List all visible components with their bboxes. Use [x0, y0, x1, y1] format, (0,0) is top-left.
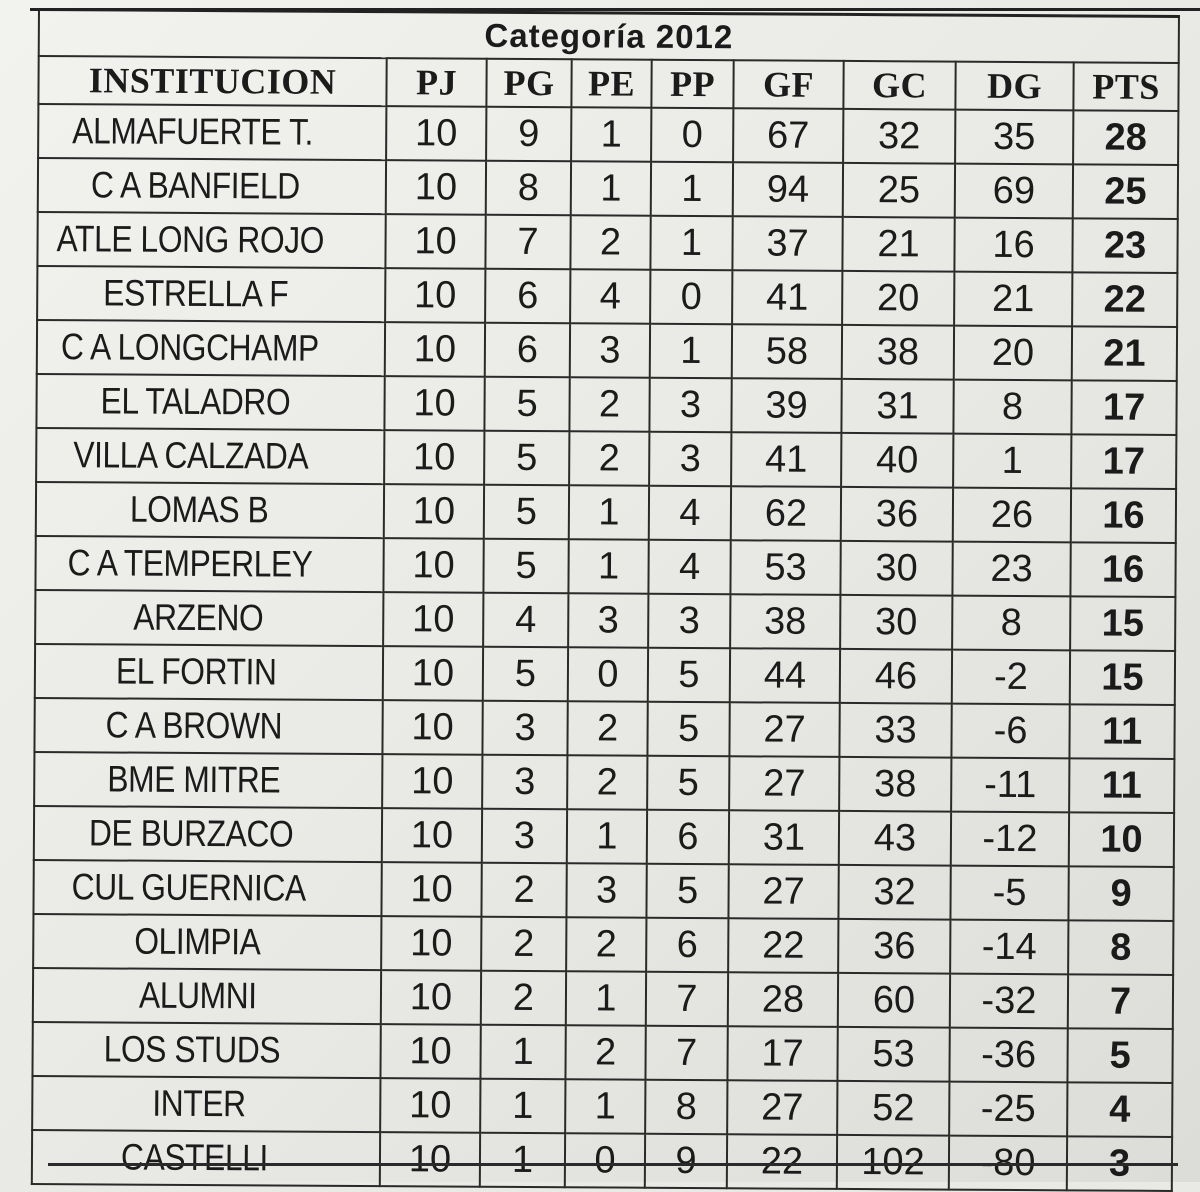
cell-gc: 40 [841, 433, 953, 488]
header-pts: PTS [1073, 62, 1178, 111]
cell-pj: 10 [380, 1078, 480, 1133]
bottom-rule [48, 1163, 1178, 1166]
cell-pts: 21 [1072, 326, 1177, 381]
cell-institucion [32, 1022, 380, 1078]
cell-dg: -11 [951, 758, 1069, 813]
cell-pp: 5 [647, 702, 729, 756]
cell-pj: 10 [385, 214, 485, 269]
cell-gf: 67 [733, 108, 843, 163]
cell-pj: 10 [384, 376, 484, 431]
cell-gc: 36 [838, 919, 950, 974]
team-name: C A BROWN [105, 704, 283, 747]
cell-pp: 5 [648, 648, 730, 702]
cell-pts: 10 [1069, 812, 1174, 867]
cell-pj: 10 [384, 430, 484, 485]
cell-gf: 27 [729, 756, 839, 811]
cell-pts: 7 [1068, 974, 1173, 1029]
cell-institucion [37, 266, 385, 322]
cell-gf: 28 [728, 972, 838, 1027]
cell-pg: 1 [480, 1133, 565, 1188]
cell-pe: 1 [571, 161, 651, 215]
table-title: Categoría 2012 [39, 10, 1179, 63]
table-row [36, 374, 1176, 435]
cell-pg: 5 [483, 647, 568, 702]
cell-pg: 2 [481, 863, 566, 918]
team-name: LOMAS B [129, 488, 269, 531]
cell-gf: 22 [727, 1134, 837, 1189]
cell-pg: 1 [480, 1079, 565, 1134]
cell-pg: 6 [485, 323, 570, 378]
team-name: BME MITRE [107, 758, 281, 801]
table-row [34, 752, 1174, 813]
cell-pg: 9 [486, 107, 571, 162]
table-row [33, 860, 1173, 921]
team-name: EL FORTIN [115, 650, 277, 693]
cell-gf: 27 [729, 702, 839, 757]
cell-pg: 4 [483, 593, 568, 648]
cell-institucion [36, 374, 384, 430]
team-name: OLIMPIA [133, 920, 261, 963]
cell-pj: 10 [381, 862, 481, 917]
team-name: ALUMNI [138, 974, 257, 1017]
cell-gc: 102 [837, 1135, 949, 1190]
cell-pg: 5 [484, 431, 569, 486]
cell-pj: 10 [381, 970, 481, 1025]
cell-gc: 21 [842, 217, 954, 272]
cell-dg: -32 [950, 974, 1068, 1029]
cell-institucion [37, 320, 385, 376]
table-row [35, 536, 1175, 597]
cell-gf: 22 [728, 918, 838, 973]
table-row [34, 698, 1174, 759]
header-institucion: INSTITUCION [38, 56, 386, 106]
cell-pj: 10 [383, 646, 483, 701]
cell-pts: 25 [1073, 164, 1178, 219]
team-name: ESTRELLA F [103, 272, 289, 315]
cell-gf: 53 [730, 540, 840, 595]
cell-pg: 3 [482, 701, 567, 756]
cell-gc: 36 [841, 487, 953, 542]
cell-pe: 2 [569, 431, 649, 485]
cell-pe: 2 [570, 215, 650, 269]
cell-dg: 21 [954, 272, 1072, 327]
cell-dg: -2 [952, 650, 1070, 705]
header-row [38, 56, 1178, 111]
team-name: INTER [151, 1082, 246, 1125]
table-row [32, 1076, 1172, 1137]
cell-dg: 16 [954, 218, 1072, 273]
cell-pe: 4 [570, 269, 650, 323]
title-row [39, 10, 1179, 63]
cell-dg: 35 [955, 110, 1073, 165]
cell-gf: 38 [730, 594, 840, 649]
cell-gf: 37 [732, 216, 842, 271]
header-dg: DG [955, 62, 1073, 111]
cell-pp: 1 [650, 324, 732, 378]
cell-pe: 1 [566, 971, 646, 1025]
cell-pe: 2 [565, 1025, 645, 1079]
cell-dg: -14 [950, 920, 1068, 975]
cell-pts: 11 [1069, 704, 1174, 759]
cell-pp: 6 [646, 918, 728, 972]
cell-pe: 0 [565, 1133, 645, 1187]
cell-pts: 17 [1071, 434, 1176, 489]
cell-pg: 6 [485, 269, 570, 324]
cell-pg: 2 [481, 971, 566, 1026]
cell-pp: 1 [651, 162, 733, 216]
team-name: LOS STUDS [103, 1028, 281, 1071]
table-row [37, 212, 1177, 273]
team-name: ATLE LONG ROJO [55, 218, 324, 261]
cell-gc: 46 [840, 649, 952, 704]
cell-gc: 33 [839, 703, 951, 758]
team-name: C A TEMPERLEY [67, 542, 313, 585]
cell-gf: 27 [727, 1080, 837, 1135]
cell-pp: 8 [645, 1080, 727, 1135]
cell-institucion [35, 590, 383, 646]
cell-pg: 5 [483, 539, 568, 594]
cell-pts: 22 [1072, 272, 1177, 327]
cell-gf: 58 [732, 324, 842, 379]
team-name: CUL GUERNICA [71, 866, 306, 909]
cell-pts: 28 [1073, 110, 1178, 165]
cell-pe: 3 [568, 593, 648, 647]
cell-pg: 8 [486, 161, 571, 216]
cell-gc: 32 [843, 109, 955, 164]
cell-pj: 10 [382, 808, 482, 863]
table-row [36, 428, 1176, 489]
cell-pts: 8 [1068, 920, 1173, 975]
team-name: DE BURZACO [89, 812, 294, 855]
cell-dg: 1 [953, 434, 1071, 489]
team-name: C A BANFIELD [90, 164, 300, 207]
cell-pj: 10 [383, 538, 483, 593]
cell-dg: 20 [954, 326, 1072, 381]
cell-pj: 10 [385, 322, 485, 377]
table-row [35, 644, 1175, 705]
cell-dg: -36 [949, 1028, 1067, 1083]
cell-pp: 4 [648, 540, 730, 594]
cell-dg: 8 [953, 380, 1071, 435]
header-pe: PE [571, 59, 651, 107]
cell-pe: 2 [567, 755, 647, 809]
standings-body [32, 104, 1179, 1191]
cell-pg: 5 [484, 485, 569, 540]
header-pg: PG [486, 59, 571, 108]
cell-dg: -12 [951, 812, 1069, 867]
cell-gc: 38 [842, 325, 954, 380]
cell-institucion [34, 806, 382, 862]
cell-gc: 38 [839, 757, 951, 812]
cell-pe: 0 [568, 647, 648, 701]
cell-pe: 2 [569, 377, 649, 431]
cell-gf: 17 [727, 1026, 837, 1081]
cell-gc: 25 [843, 163, 955, 218]
cell-institucion [32, 1130, 380, 1186]
team-name: ARZENO [133, 596, 264, 639]
table-row [32, 1022, 1172, 1083]
cell-pj: 10 [382, 754, 482, 809]
cell-gf: 27 [728, 864, 838, 919]
cell-pts: 17 [1071, 380, 1176, 435]
cell-pp: 5 [647, 756, 729, 810]
cell-pts: 23 [1072, 218, 1177, 273]
cell-pp: 7 [645, 1026, 727, 1080]
cell-pe: 2 [567, 701, 647, 755]
cell-pts: 9 [1068, 866, 1173, 921]
cell-gc: 60 [838, 973, 950, 1028]
cell-pe: 2 [566, 917, 646, 971]
cell-pts: 3 [1067, 1136, 1172, 1191]
header-gf: GF [733, 60, 843, 109]
cell-pts: 16 [1070, 542, 1175, 597]
cell-dg: 26 [953, 488, 1071, 543]
cell-gc: 20 [842, 271, 954, 326]
cell-pe: 1 [569, 485, 649, 539]
table-row [33, 914, 1173, 975]
table-row [38, 158, 1178, 219]
cell-institucion [33, 914, 381, 970]
cell-pj: 10 [383, 592, 483, 647]
table-row [36, 482, 1176, 543]
cell-dg: -5 [950, 866, 1068, 921]
cell-pp: 3 [648, 594, 730, 648]
cell-institucion [37, 212, 385, 268]
cell-dg: -25 [949, 1082, 1067, 1137]
cell-dg: -6 [951, 704, 1069, 759]
cell-pp: 6 [647, 810, 729, 864]
cell-gc: 52 [837, 1081, 949, 1136]
cell-gf: 41 [731, 432, 841, 487]
cell-pj: 10 [385, 268, 485, 323]
cell-dg: 23 [952, 542, 1070, 597]
cell-institucion [32, 1076, 380, 1132]
cell-institucion [34, 752, 382, 808]
table-row [37, 266, 1177, 327]
cell-pp: 9 [645, 1134, 727, 1188]
team-name: ALMAFUERTE T. [72, 110, 314, 153]
cell-pts: 16 [1071, 488, 1176, 543]
cell-pg: 5 [484, 377, 569, 432]
header-gc: GC [843, 61, 955, 110]
team-name: VILLA CALZADA [73, 434, 309, 477]
cell-pj: 10 [381, 916, 481, 971]
cell-gf: 94 [733, 162, 843, 217]
standings-table [31, 8, 1180, 1192]
cell-pe: 1 [567, 809, 647, 863]
cell-pe: 1 [571, 107, 651, 161]
cell-pp: 4 [649, 486, 731, 540]
cell-pj: 10 [380, 1024, 480, 1079]
cell-pe: 1 [565, 1079, 645, 1133]
cell-pe: 3 [570, 323, 650, 377]
cell-gf: 39 [731, 378, 841, 433]
cell-institucion [36, 428, 384, 484]
cell-pg: 3 [482, 809, 567, 864]
cell-pts: 11 [1069, 758, 1174, 813]
cell-dg: 69 [955, 164, 1073, 219]
cell-pj: 10 [380, 1132, 480, 1187]
cell-gf: 41 [732, 270, 842, 325]
cell-pg: 7 [485, 215, 570, 270]
cell-institucion [34, 698, 382, 754]
cell-pj: 10 [384, 484, 484, 539]
cell-pj: 10 [386, 160, 486, 215]
cell-pg: 1 [480, 1025, 565, 1080]
cell-gf: 44 [730, 648, 840, 703]
cell-dg: 8 [952, 596, 1070, 651]
cell-pp: 7 [646, 972, 728, 1026]
cell-pe: 1 [568, 539, 648, 593]
cell-pts: 4 [1067, 1082, 1172, 1137]
cell-pts: 15 [1070, 596, 1175, 651]
team-name: EL TALADRO [100, 380, 291, 423]
cell-gf: 31 [729, 810, 839, 865]
header-pp: PP [651, 60, 733, 109]
team-name: CASTELLI [120, 1136, 268, 1179]
cell-pe: 3 [566, 863, 646, 917]
cell-gc: 53 [837, 1027, 949, 1082]
table-row [35, 590, 1175, 651]
cell-pg: 2 [481, 917, 566, 972]
cell-institucion [35, 536, 383, 592]
cell-institucion [38, 104, 386, 160]
cell-pp: 3 [649, 432, 731, 486]
cell-institucion [38, 158, 386, 214]
cell-pj: 10 [386, 106, 486, 161]
cell-dg: -80 [949, 1136, 1067, 1191]
cell-gc: 32 [838, 865, 950, 920]
cell-pp: 0 [650, 270, 732, 324]
cell-gc: 43 [839, 811, 951, 866]
cell-institucion [36, 482, 384, 538]
cell-pp: 3 [649, 378, 731, 432]
cell-pp: 5 [646, 864, 728, 918]
cell-pj: 10 [382, 700, 482, 755]
table-row [34, 806, 1174, 867]
cell-pts: 15 [1070, 650, 1175, 705]
cell-pts: 5 [1067, 1028, 1172, 1083]
table-row [38, 104, 1178, 165]
cell-gc: 30 [840, 595, 952, 650]
team-name: C A LONGCHAMP [60, 326, 319, 369]
cell-institucion [33, 860, 381, 916]
cell-institucion [33, 968, 381, 1024]
cell-gf: 62 [731, 486, 841, 541]
cell-gc: 31 [841, 379, 953, 434]
standings-sheet [31, 8, 1178, 1192]
table-row [33, 968, 1173, 1029]
header-pj: PJ [386, 58, 486, 107]
cell-pp: 0 [651, 108, 733, 162]
cell-institucion [35, 644, 383, 700]
cell-pp: 1 [650, 216, 732, 270]
cell-gc: 30 [840, 541, 952, 596]
table-row [37, 320, 1177, 381]
cell-pg: 3 [482, 755, 567, 810]
